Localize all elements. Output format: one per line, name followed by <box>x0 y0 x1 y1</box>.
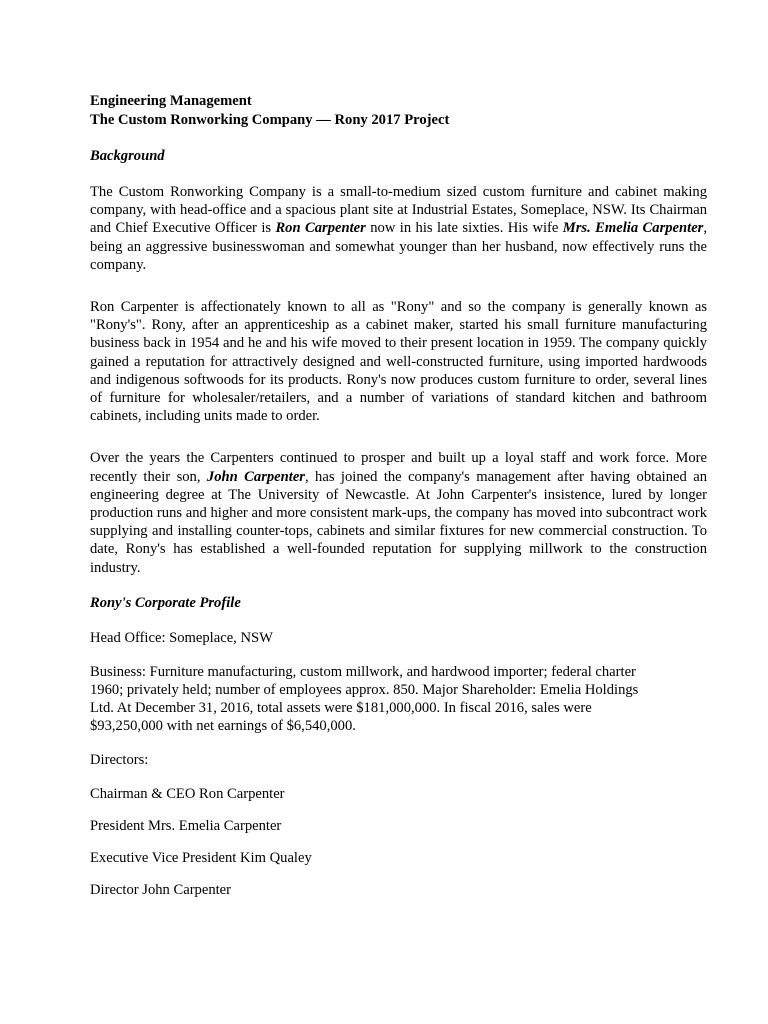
head-office: Head Office: Someplace, NSW <box>90 629 273 646</box>
business-line: 1960; privately held; number of employees approx. 850. Major Shareholder: Emelia Holdings <box>90 681 639 698</box>
background-paragraph-3 <box>90 449 707 576</box>
son-name: John Carpenter <box>206 468 305 485</box>
business-line: Business: Furniture manufacturing, custom millwork, and hardwood importer; federal charter <box>90 663 636 680</box>
p3-text-1: Over the years the Carpenters continued to prosper and built up a loyal staff and work force. More recently their son, <box>90 450 707 485</box>
business-line: $93,250,000 with net earnings of $6,540,000. <box>90 717 356 734</box>
p1-text-3: , being an aggressive businesswoman and somewhat younger than her husband, now effectively runs the company. <box>90 220 708 273</box>
profile-heading: Rony's Corporate Profile <box>90 594 241 611</box>
director-item: Director John Carpenter <box>90 881 232 898</box>
document-page <box>90 92 707 899</box>
course-title: Engineering Management <box>90 93 252 109</box>
background-paragraph-1 <box>90 183 707 274</box>
director-item: Executive Vice President Kim Qualey <box>90 849 312 866</box>
business-description <box>90 663 707 735</box>
ceo-name: Ron Carpenter <box>275 220 366 237</box>
director-item: Chairman & CEO Ron Carpenter <box>90 785 285 802</box>
project-title: The Custom Ronworking Company — Rony 2017 Project <box>90 112 450 128</box>
wife-name: Mrs. Emelia Carpenter <box>562 220 704 237</box>
p1-text-2: now in his late sixties. His wife <box>365 220 563 237</box>
business-line: Ltd. At December 31, 2016, total assets were $181,000,000. In fiscal 2016, sales were <box>90 699 592 716</box>
director-item: President Mrs. Emelia Carpenter <box>90 817 282 834</box>
directors-label: Directors: <box>90 751 149 768</box>
background-paragraph-2: Ron Carpenter is affectionately known to all as "Rony" and so the company is generally known as "Rony's". Rony, after an apprenticeship as a cabinet maker, started his small furniture manufacturing business back in 1954 and he and his wife moved to their present location in 1959. The company quickly gained a reputation for attractively designed and well-constructed furniture, using imported hardwoods and indigenous softwoods for its products. Rony's now produces custom furniture to order, several lines of furniture for wholesaler/retailers, and a number of variations of standard kitchen and bathroom cabinets, including units made to order. <box>90 299 707 425</box>
p3-text-2: , has joined the company's management after having obtained an engineering degree at The University of Newcastle. At John Carpenter's insistence, lured by longer production runs and higher and more consistent mark-ups, the company has moved into subcontract work supplying and installing counter-tops, cabinets and similar fixtures for new commercial construction. To date, Rony's has established a well-founded reputation for supplying millwork to the construction industry. <box>90 468 707 576</box>
background-heading: Background <box>90 148 165 164</box>
p1-text-1: The Custom Ronworking Company is a small-to-medium sized custom furniture and cabinet making company, with head-office and a spacious plant site at Industrial Estates, Someplace, NSW. Its Chairman and Chief Executive Officer is <box>90 184 707 237</box>
